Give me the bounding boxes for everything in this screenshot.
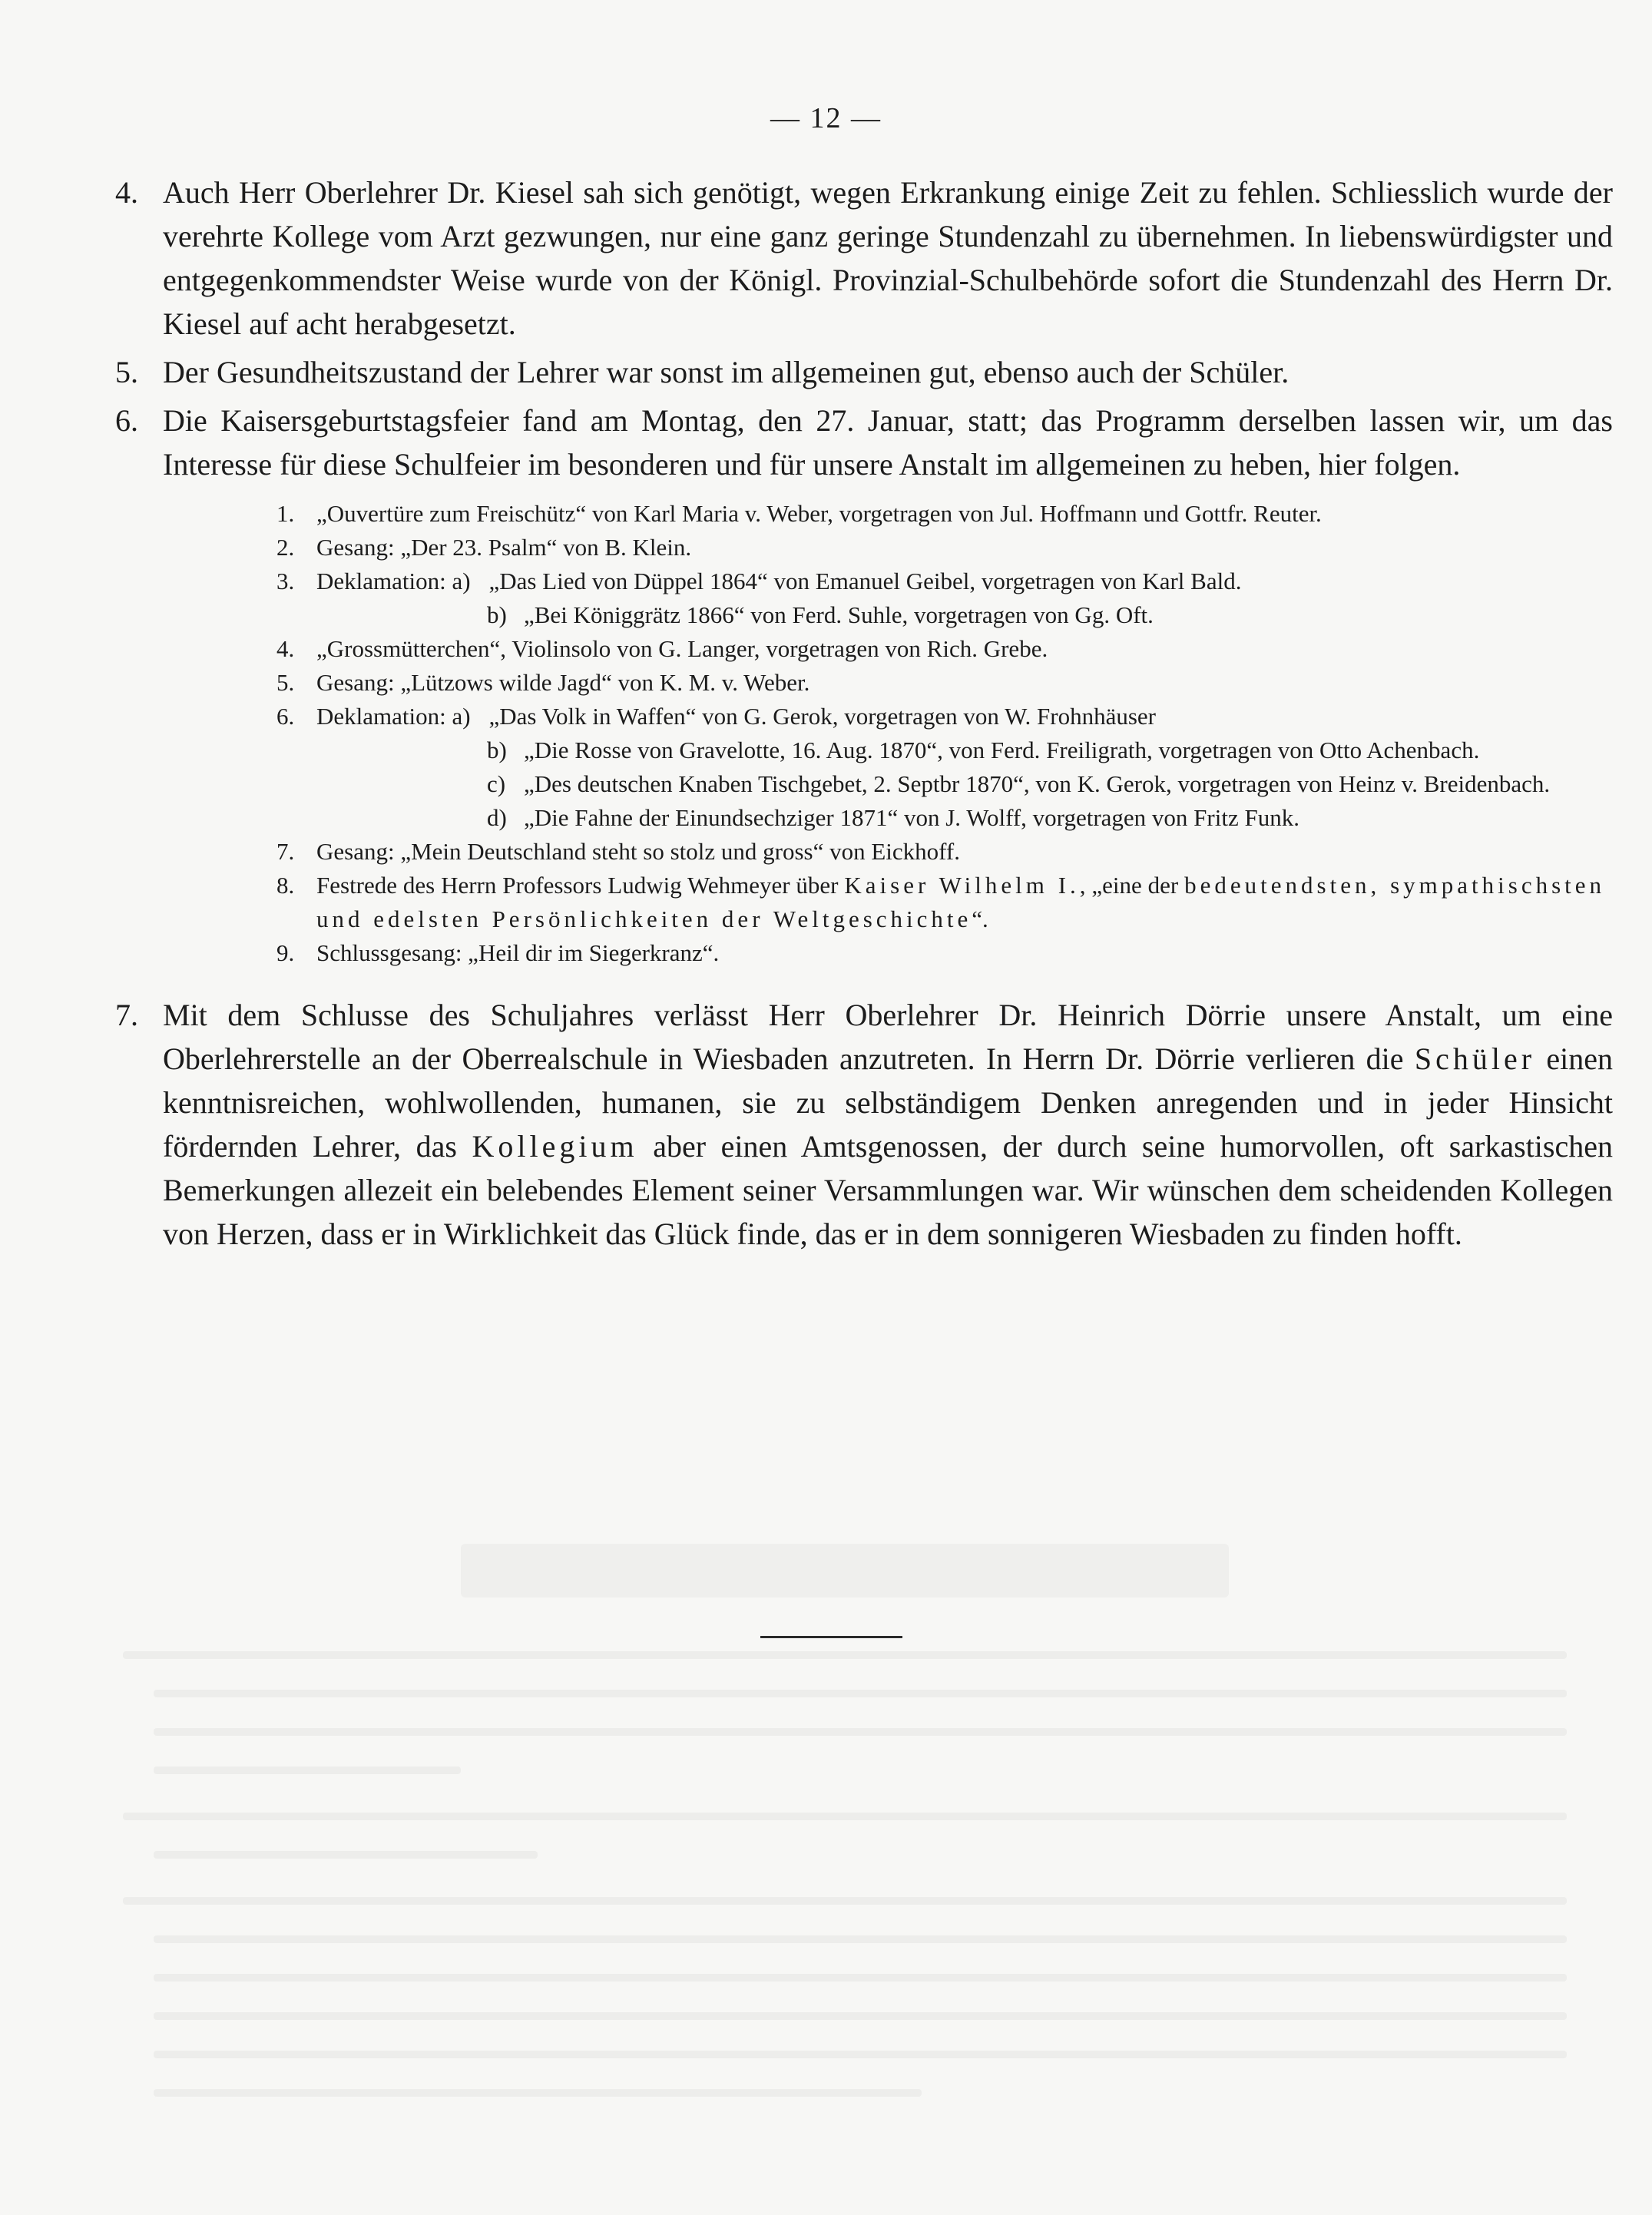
page-number: — 12 — — [770, 102, 882, 134]
program-item-text: , „eine der — [1079, 872, 1185, 899]
program-item-text: Gesang: „Der 23. Psalm“ von B. Klein. — [316, 534, 692, 561]
program-item-body — [316, 700, 1605, 835]
program-item-number: 4. — [276, 635, 295, 662]
show-through-line — [123, 1651, 1567, 1659]
paragraph-7 — [115, 993, 1613, 1256]
show-through-heading — [461, 1544, 1229, 1598]
subitem-letter: a) — [452, 568, 471, 594]
program-item-text: „Ouvertüre zum Freischütz“ von Karl Maria v. Weber, vorgetragen von Jul. Hoffmann und Gottfr. Reuter. — [316, 500, 1322, 527]
section-divider — [760, 1636, 902, 1638]
subitem-text: „Des deutschen Knaben Tischgebet, 2. Septbr 1870“, von K. Gerok, vorgetragen von Heinz v. Breidenbach. — [524, 770, 1551, 797]
subitem-letter: a) — [452, 703, 471, 730]
program-item — [276, 936, 1605, 970]
program-item-number: 8. — [276, 872, 295, 899]
program-item — [276, 565, 1605, 632]
paragraph-text: Auch Herr Oberlehrer Dr. Kiesel sah sich genötigt, wegen Erkrankung einige Zeit zu fehlen. Schliesslich wurde der verehrte Kollege vom Arzt gezwungen, nur eine ganz geringe Stundenzahl zu übernehmen. In liebenswürdigster und entgegenkommendster Weise wurde von der Königl. Provinzial-Schulbehörde sofort die Stundenzahl des Herrn Dr. Kiesel auf acht herabgesetzt. — [163, 175, 1613, 341]
program-item-number: 1. — [276, 500, 295, 527]
main-text — [115, 171, 1613, 1260]
show-through-line — [154, 1690, 1567, 1697]
program-subitem — [316, 767, 1605, 801]
program-item-text: Festrede des Herrn Professors Ludwig Wehmeyer über — [316, 872, 845, 899]
subitem-indent — [316, 801, 487, 835]
program-item — [276, 700, 1605, 835]
program-subitem — [316, 801, 1605, 835]
subitem-letter: d) — [487, 804, 507, 831]
emphasized-word: Schüler — [1414, 1041, 1536, 1076]
emphasized-word: Kollegium — [472, 1129, 638, 1164]
program-item-lead: Deklamation: — [316, 703, 452, 730]
show-through-line — [123, 1813, 1567, 1820]
program-item-number: 9. — [276, 939, 295, 966]
subitem-letter: b) — [487, 737, 507, 763]
program-item-text: „Grossmütterchen“, Violinsolo von G. Langer, vorgetragen von Rich. Grebe. — [316, 635, 1048, 662]
paragraph-number: 6. — [115, 403, 138, 438]
program-item-number: 2. — [276, 534, 295, 561]
paragraph-number: 4. — [115, 175, 138, 210]
program-item — [276, 632, 1605, 666]
paragraph-body — [163, 993, 1613, 1256]
subitem-text: „Das Lied von Düppel 1864“ von Emanuel Geibel, vorgetragen von Karl Bald. — [488, 568, 1242, 594]
show-through-line — [154, 2012, 1567, 2020]
paragraph-6 — [115, 399, 1613, 486]
program-item-number: 3. — [276, 568, 295, 594]
paragraph-number: 5. — [115, 355, 138, 389]
subitem-text: „Die Rosse von Gravelotte, 16. Aug. 1870“, von Ferd. Freiligrath, vorgetragen von Otto Achenbach. — [524, 737, 1480, 763]
emphasized-quote: bedeutendsten, sympathischsten und edelsten Persönlichkeiten der Weltgeschichte — [316, 872, 1606, 932]
program-item — [276, 835, 1605, 869]
subitem-text: „Das Volk in Waffen“ von G. Gerok, vorgetragen von W. Frohnhäuser — [488, 703, 1156, 730]
program-item-body — [316, 869, 1605, 936]
program-item — [276, 666, 1605, 700]
show-through-line — [154, 2089, 922, 2097]
program-item — [276, 869, 1605, 936]
subitem-indent — [316, 733, 487, 767]
program-item-text: Schlussgesang: „Heil dir im Siegerkranz“. — [316, 939, 720, 966]
program-subitem — [316, 598, 1605, 632]
show-through-line — [154, 1935, 1567, 1943]
subitem-indent — [316, 767, 487, 801]
program-item — [276, 497, 1605, 531]
program-item-number: 5. — [276, 669, 295, 696]
show-through-line — [154, 1974, 1567, 1982]
program-item-text: Gesang: „Lützows wilde Jagd“ von K. M. v. Weber. — [316, 669, 810, 696]
program-item-text: “. — [972, 906, 988, 932]
program-item-body — [316, 565, 1605, 632]
celebration-program — [276, 497, 1605, 970]
show-through-line — [154, 1766, 461, 1774]
paragraph-text: einen kenntnisreichen, wohlwollenden, humanen, sie zu selbständigem Denken anregenden und in jeder Hinsicht fördernden Lehrer, das — [163, 1041, 1613, 1164]
program-subitem — [316, 733, 1605, 767]
paragraph-text: Der Gesundheitszustand der Lehrer war sonst im allgemeinen gut, ebenso auch der Schüler. — [163, 355, 1289, 389]
show-through-line — [154, 1851, 538, 1859]
subitem-letter: b) — [487, 601, 507, 628]
program-subitem — [316, 700, 1605, 733]
subitem-text: „Die Fahne der Einundsechziger 1871“ von J. Wolff, vorgetragen von Fritz Funk. — [524, 804, 1299, 831]
program-item-number: 6. — [276, 703, 295, 730]
show-through-line — [154, 1728, 1567, 1736]
subitem-letter: c) — [487, 770, 506, 797]
paragraph-5 — [115, 350, 1613, 394]
emphasized-name: Kaiser Wilhelm I. — [844, 872, 1080, 899]
show-through-line — [123, 1897, 1567, 1905]
paragraph-text: aber einen Amtsgenossen, der durch seine humorvollen, oft sarkastischen Bemerkungen allezeit ein belebendes Element seiner Versammlungen war. Wir wünschen dem scheidenden Kollegen von Herzen, dass er in Wirklichkeit das Glück finde, das er in dem sonnigeren Wiesbaden zu finden hofft. — [163, 1129, 1613, 1251]
paragraph-number: 7. — [115, 998, 138, 1032]
subitem-text: „Bei Königgrätz 1866“ von Ferd. Suhle, vorgetragen von Gg. Oft. — [524, 601, 1154, 628]
subitem-indent — [316, 598, 487, 632]
paragraph-text: Die Kaisersgeburtstagsfeier fand am Montag, den 27. Januar, statt; das Programm derselben lassen wir, um das Interesse für diese Schulfeier im besonderen und für unsere Anstalt im allgemeinen zu heben, hier folgen. — [163, 403, 1613, 482]
program-item-lead: Deklamation: — [316, 568, 452, 594]
program-item-number: 7. — [276, 838, 295, 865]
show-through-line — [154, 2051, 1567, 2058]
paragraph-text: Mit dem Schlusse des Schuljahres verlässt Herr Oberlehrer Dr. Heinrich Dörrie unsere Anstalt, um eine Oberlehrerstelle an der Oberrealschule in Wiesbaden anzutreten. In Herrn Dr. Dörrie verlieren die — [163, 998, 1613, 1076]
program-subitem — [316, 565, 1605, 598]
program-item — [276, 531, 1605, 565]
paragraph-4 — [115, 171, 1613, 346]
program-item-text: Gesang: „Mein Deutschland steht so stolz und gross“ von Eickhoff. — [316, 838, 960, 865]
